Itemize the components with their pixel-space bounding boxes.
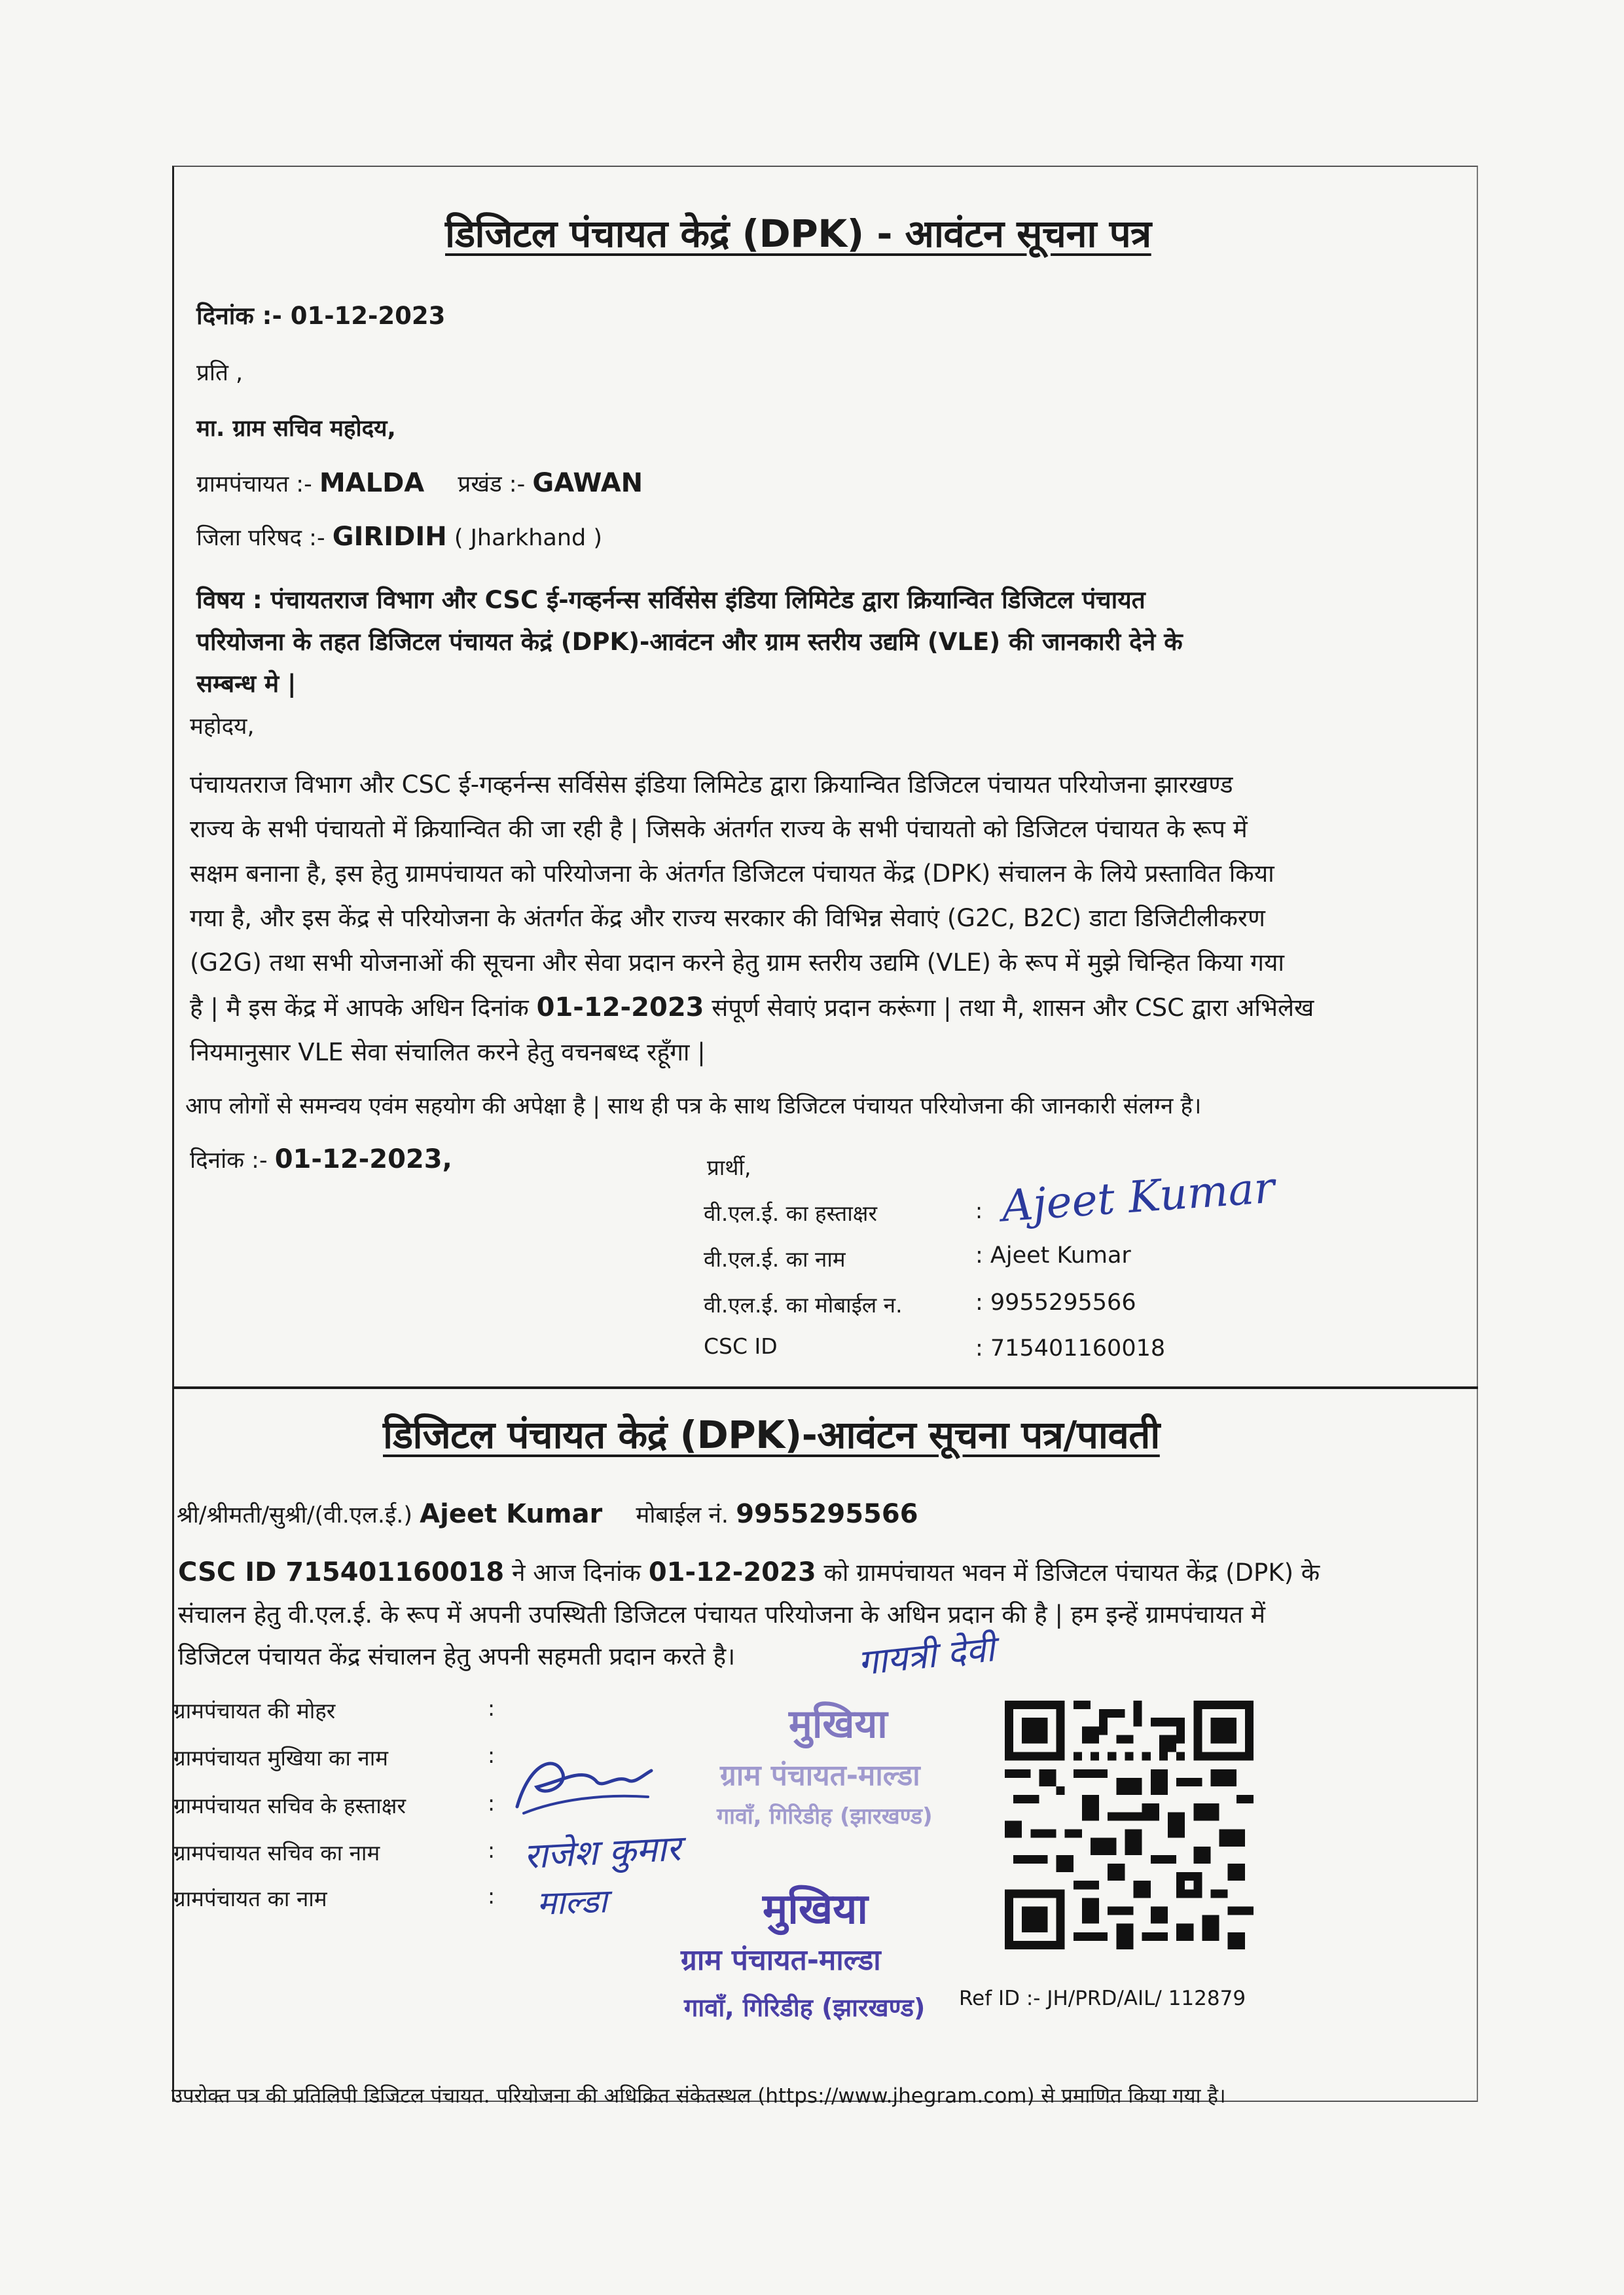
- receipt-csc-id: CSC ID 715401160018: [178, 1557, 505, 1587]
- secretary-signature-icon: [504, 1735, 655, 1826]
- vle-name-label: वी.एल.ई. का नाम: [704, 1246, 846, 1272]
- secretary-sign-colon: :: [488, 1790, 496, 1816]
- panchayat-line: [196, 468, 643, 499]
- body-line: सक्षम बनाना है, इस हेतु ग्रामपंचायत को परियोजना के अंतर्गत डिजिटल पंचायत केंद्र (DPK) संचालन के लिये प्रस्तावित किया: [190, 859, 1274, 888]
- stamp1-line1: ग्राम पंचायत-माल्डा: [720, 1759, 920, 1792]
- stamp-colon: :: [488, 1695, 496, 1721]
- vle-signature: Ajeet Kumar: [1000, 1162, 1276, 1232]
- secretary-name-handwritten: राजेश कुमार: [522, 1827, 682, 1877]
- receipt-name-line: [177, 1499, 918, 1530]
- body-paragraph: [190, 763, 1314, 1075]
- csc-id-label: CSC ID: [704, 1333, 778, 1359]
- block-value: GAWAN: [532, 468, 643, 498]
- mukhiya-name-label: ग्रामपंचायत मुखिया का नाम: [173, 1745, 389, 1771]
- vle-name-value: : Ajeet Kumar: [975, 1242, 1131, 1269]
- subject: [196, 579, 1183, 705]
- date-label: दिनांक :-: [196, 302, 282, 330]
- notice-date: [196, 298, 445, 331]
- section-divider: [173, 1386, 1478, 1389]
- salutation: महोदय,: [190, 714, 255, 740]
- stamp2-line1: ग्राम पंचायत-माल्डा: [681, 1943, 881, 1977]
- district-value: GIRIDIH: [332, 522, 447, 552]
- vle-signature-label: वी.एल.ई. का हस्ताक्षर: [704, 1201, 877, 1226]
- body-line: गया है, और इस केंद्र से परियोजना के अंतर्गत केंद्र और राज्य सरकार की विभिन्न सेवाएं (G2C, B2C) डाटा डिजिटीलीकरण: [190, 904, 1265, 932]
- subject-line: विषय : पंचायतराज विभाग और CSC ई-गव्हर्नन्स सर्विसेस इंडिया लिमिटेड द्वारा क्रियान्वित डिजिटल पंचायत: [196, 586, 1146, 614]
- date-value: 01-12-2023: [290, 302, 446, 330]
- stamp1-line2: गावाँ, गिरिडीह (झारखण्ड): [717, 1803, 933, 1830]
- body-line6-date: 01-12-2023: [536, 992, 704, 1022]
- district-label: जिला परिषद :-: [196, 525, 325, 551]
- mukhiya-signature: गायत्री देवी: [856, 1628, 997, 1684]
- subject-line: परियोजना के तहत डिजिटल पंचायत केद्रं (DPK)-आवंटन और ग्राम स्तरीय उद्यमि (VLE) की जानकारी देने के: [196, 628, 1183, 656]
- vle-signature-colon: :: [975, 1198, 983, 1223]
- receipt-date: 01-12-2023: [648, 1557, 816, 1587]
- footer-date: [190, 1144, 452, 1175]
- panchayat-value: MALDA: [319, 468, 425, 498]
- block-label: प्रखंड :-: [458, 471, 526, 497]
- receipt-mobile-label: मोबाईल नं.: [636, 1502, 729, 1528]
- stamp-label: ग्रामपंचायत की मोहर: [173, 1698, 336, 1724]
- secretary-name-colon: :: [488, 1837, 496, 1863]
- qr-code-icon: [1005, 1701, 1254, 1949]
- stamp1-title: मुखिया: [789, 1701, 888, 1747]
- state-value: ( Jharkhand ): [454, 525, 603, 551]
- receipt-line1-post: को ग्रामपंचायत भवन में डिजिटल पंचायत केंद्र (DPK) के: [823, 1559, 1320, 1587]
- vle-mobile-value: : 9955295566: [975, 1290, 1136, 1316]
- footer-date-label: दिनांक :-: [190, 1148, 268, 1174]
- vle-mobile-label: वी.एल.ई. का मोबाईल न.: [704, 1292, 903, 1318]
- body-line: नियमानुसार VLE सेवा संचालित करने हेतु वचनबध्द रहूँगा |: [190, 1038, 706, 1066]
- subject-line: सम्बन्ध मे |: [196, 670, 297, 698]
- applicant-label: प्रार्थी,: [707, 1155, 751, 1180]
- body-line: [190, 985, 1314, 1030]
- ref-id: Ref ID :- JH/PRD/AIL/ 112879: [959, 1987, 1246, 2010]
- csc-id-value: : 715401160018: [975, 1335, 1166, 1362]
- receipt-line1-mid: ने आज दिनांक: [511, 1559, 641, 1587]
- footer-date-value: 01-12-2023,: [274, 1144, 452, 1174]
- mukhiya-colon: :: [488, 1743, 496, 1768]
- receipt-line: संचालन हेतु वी.एल.ई. के रूप में अपनी उपस्थिती डिजिटल पंचायत परियोजना के अधिन प्रदान की है | हम इन्हें ग्रामपंचायत में: [178, 1600, 1265, 1629]
- secretary-name-label: ग्रामपंचायत सचिव का नाम: [173, 1840, 380, 1866]
- notice-title: डिजिटल पंचायत केद्रं (DPK) - आवंटन सूचना पत्र: [445, 211, 1151, 256]
- receipt-name: Ajeet Kumar: [420, 1499, 603, 1529]
- receipt-line: डिजिटल पंचायत केंद्र संचालन हेतु अपनी सहमती प्रदान करते है।: [178, 1642, 736, 1671]
- panchayat-label: ग्रामपंचायत :-: [196, 471, 312, 497]
- body-line6-post: संपूर्ण सेवाएं प्रदान करूंगा | तथा मै, शासन और CSC द्वारा अभिलेख: [712, 994, 1314, 1022]
- addressee: मा. ग्राम सचिव महोदय,: [196, 416, 396, 442]
- body-line: राज्य के सभी पंचायतो में क्रियान्वित की जा रही है | जिसके अंतर्गत राज्य के सभी पंचायतो को डिजिटल पंचायत के रूप में: [190, 815, 1248, 843]
- body-line6-pre: है | मै इस केंद्र में आपके अधिन दिनांक: [190, 994, 529, 1022]
- to-line: प्रति ,: [196, 360, 244, 386]
- body-line: (G2G) तथा सभी योजनाओं की सूचना और सेवा प्रदान करने हेतु ग्राम स्तरीय उद्यमि (VLE) के रूप में मुझे चिन्हित किया गया: [190, 949, 1284, 977]
- receipt-name-label: श्री/श्रीमती/सुश्री/(वी.एल.ई.): [177, 1502, 412, 1528]
- receipt-paragraph: [178, 1551, 1320, 1678]
- panchayat-name-colon: :: [488, 1883, 496, 1909]
- body-line: पंचायतराज विभाग और CSC ई-गव्हर्नन्स सर्विसेस इंडिया लिमिटेड द्वारा क्रियान्वित डिजिटल पंचायत परियोजना झारखण्ड: [190, 770, 1233, 799]
- footer-note: उपरोक्त पत्र की प्रतिलिपी डिजिटल पंचायत. परियोजना की अधिक्रित संकेतस्थल (https://www.jhegram.com) से प्रमाणित किया गया है।: [171, 2084, 1226, 2108]
- district-line: [196, 522, 602, 552]
- receipt-line: [178, 1551, 1320, 1594]
- receipt-mobile: 9955295566: [736, 1499, 918, 1529]
- panchayat-name-label: ग्रामपंचायत का नाम: [173, 1886, 327, 1911]
- stamp2-line2: गावाँ, गिरिडीह (झारखण्ड): [684, 1993, 926, 2022]
- receipt-title: डिजिटल पंचायत केद्रं (DPK)-आवंटन सूचना पत्र/पावती: [383, 1413, 1160, 1457]
- request-line: आप लोगों से समन्वय एवंम सहयोग की अपेक्षा है | साथ ही पत्र के साथ डिजिटल पंचायत परियोजना की जानकारी संलग्न है।: [185, 1093, 1202, 1119]
- stamp2-title: मुखिया: [763, 1885, 868, 1934]
- panchayat-name-handwritten: माल्डा: [536, 1882, 608, 1923]
- secretary-signature-label: ग्रामपंचायत सचिव के हस्ताक्षर: [173, 1793, 406, 1818]
